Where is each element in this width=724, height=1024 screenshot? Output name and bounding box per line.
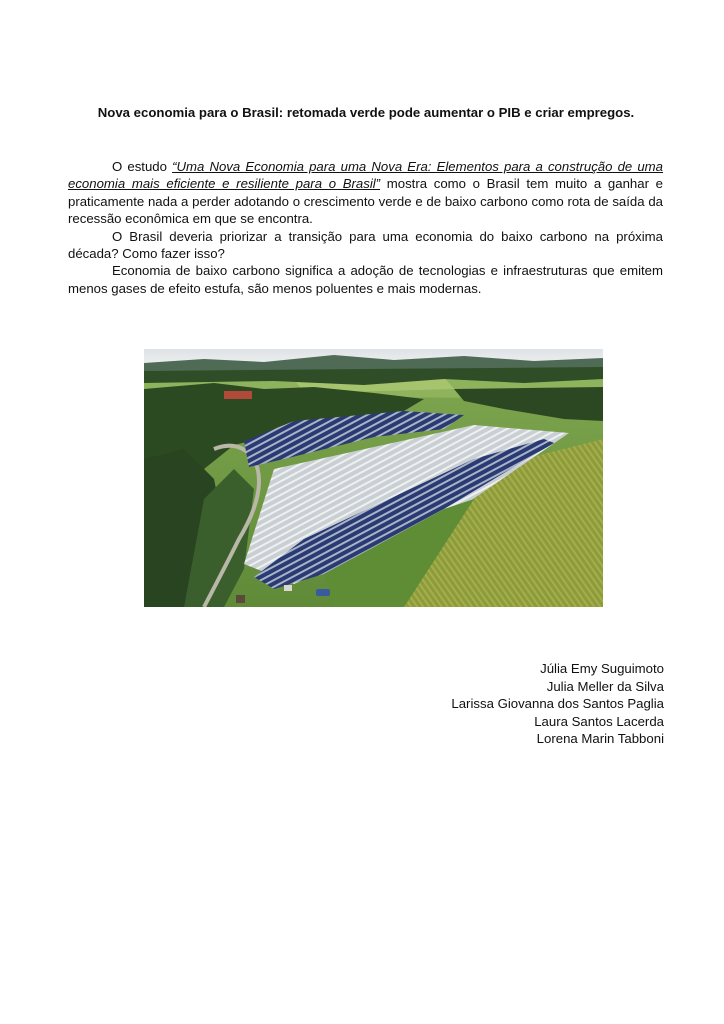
paragraph-question: O Brasil deveria priorizar a transição para uma economia do baixo carbono na próxima década? Como fazer isso?	[68, 228, 663, 262]
author-name: Julia Meller da Silva	[546, 678, 664, 694]
author-name: Júlia Emy Suguimoto	[540, 661, 664, 676]
paragraph-definition: Economia de baixo carbono significa a adoção de tecnologias e infraestruturas que emitem menos gases de efeito estufa, são menos poluentes e mais modernas.	[68, 263, 663, 296]
page-title: Nova economia para o Brasil: retomada verde pode aumentar o PIB e criar empregos.	[97, 105, 635, 120]
study-title-link[interactable]: “Uma Nova Economia para uma Nova Era: Elementos para a construção de uma economia mais eficiente e resiliente para o Brasil”	[68, 159, 664, 192]
author-list	[451, 660, 664, 748]
paragraph-intro	[68, 158, 663, 228]
author-name: Lorena Marin Tabboni	[536, 731, 664, 746]
author-name: Larissa Giovanna dos Santos Paglia	[451, 696, 664, 711]
author-name: Laura Santos Lacerda	[534, 713, 664, 729]
paragraph-intro-rest: mostra como o Brasil tem muito a ganhar e praticamente nada a perder adotando o crescimento verde e de baixo carbono como rota de saída da recessão econômica em que se encontra.	[68, 176, 663, 227]
paragraph-intro-lead: O estudo	[112, 159, 173, 174]
body-text	[68, 158, 663, 297]
solar-farm-photo	[144, 349, 603, 607]
